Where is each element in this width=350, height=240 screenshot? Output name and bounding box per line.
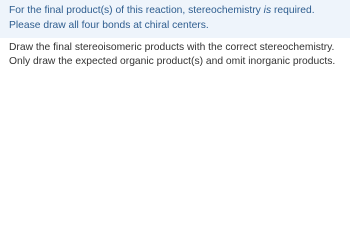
notice-text-after: required. Please draw all four bonds at chiral centers.	[9, 5, 315, 31]
notice-text-before: For the final product(s) of this reaction, stereochemistry	[9, 5, 264, 16]
stereochemistry-notice-text	[9, 3, 345, 33]
stereochemistry-notice-box	[0, 0, 350, 38]
question-instructions: Draw the final stereoisomeric products with the correct stereochemistry. Only draw the expected organic product(s) and omit inorganic products.	[9, 42, 336, 67]
notice-emphasis: is	[263, 5, 272, 16]
